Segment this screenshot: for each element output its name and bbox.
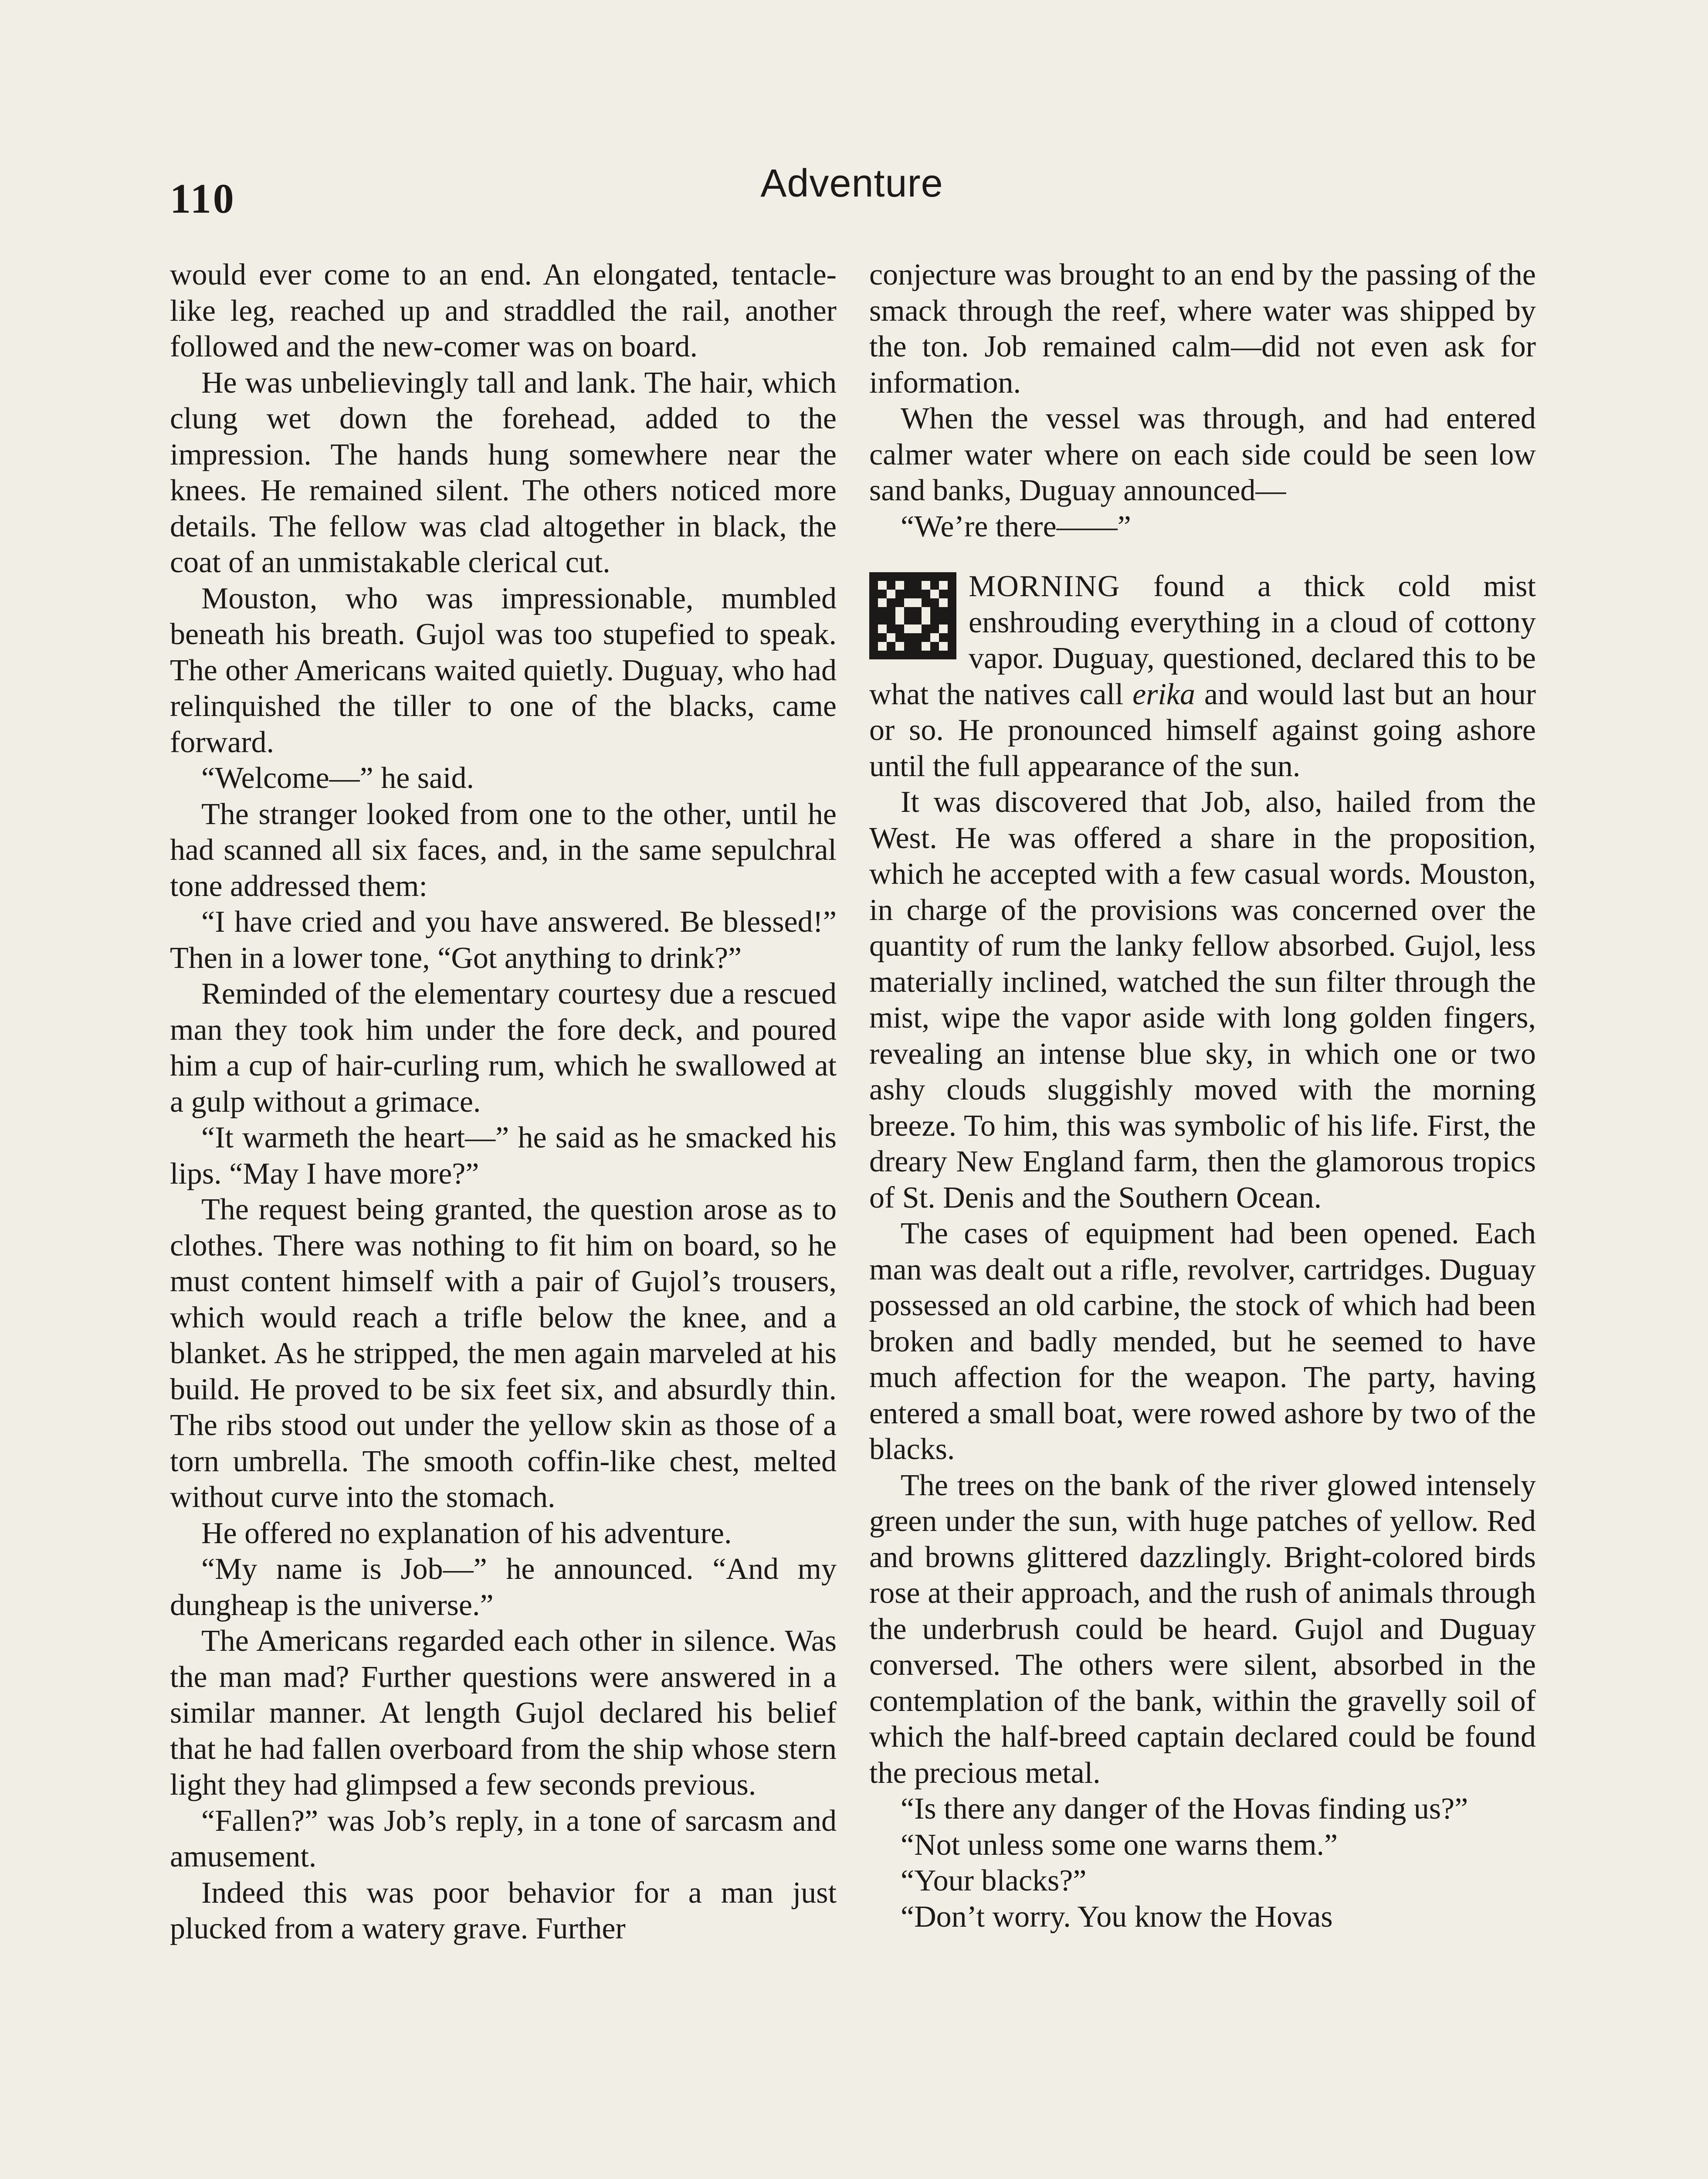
paragraph: conjecture was brought to an end by the passing of the smack through the reef, where water was shipped by the ton. Job remained calm—did not even ask for information. [869, 258, 1536, 400]
paragraph: Reminded of the elementary courtesy due a rescued man they took him under the fore deck, and poured him a cup of hair-curling rum, which he swallowed at a gulp without a grimace. [170, 977, 837, 1119]
paragraph: “Fallen?” was Job’s reply, in a tone of sarcasm and amusement. [170, 1804, 837, 1874]
paragraph: “Welcome—” he said. [201, 761, 474, 795]
paragraph: “Your blacks?” [901, 1864, 1087, 1897]
paragraph: He offered no explanation of his adventure. [201, 1516, 732, 1550]
paragraph: The cases of equipment had been opened. Each man was dealt out a rifle, revolver, cartridges. Duguay possessed an old carbine, the stock of which had been broken and badly mended, but he seemed to have much affection for the weapon. The party, having entered a small boat, were rowed ashore by two of the blacks. [869, 1217, 1536, 1466]
paragraph: “Is there any danger of the Hovas finding us?” [901, 1792, 1468, 1826]
ornament-icon [869, 572, 956, 659]
text-run: and would last but an hour or so. He pronounced himself against going ashore until the full appearance of the sun. [869, 677, 1536, 783]
paragraph: Mouston, who was impressionable, mumbled beneath his breath. Gujol was too stupefied to speak. The other Americans waited quietly. Duguay, who had relinquished the tiller to one of the blacks, came forward. [170, 581, 837, 759]
paragraph: It was discovered that Job, also, hailed from the West. He was offered a share in the proposition, which he accepted with a few casual words. Mouston, in charge of the provisions was concerned over the quantity of rum the lanky fellow absorbed. Gujol, less materially inclined, watched the sun filter through the mist, wipe the vapor aside with long golden fingers, revealing an intense blue sky, in which one or two ashy clouds sluggishly moved with the morning breeze. To him, this was symbolic of his life. First, the dreary New England farm, then the glamorous tropics of St. Denis and the Southern Ocean. [869, 785, 1536, 1215]
paragraph: “I have cried and you have answered. Be blessed!” Then in a lower tone, “Got anything to drink?” [170, 905, 837, 975]
paragraph: When the vessel was through, and had entered calmer water where on each side could be seen low sand banks, Duguay announced— [869, 402, 1536, 507]
paragraph: “My name is Job—” he announced. “And my dungheap is the universe.” [170, 1552, 837, 1622]
paragraph: The request being granted, the question arose as to clothes. There was nothing to fit him on board, so he must content himself with a pair of Gujol’s trousers, which would reach a trifle below the knee, and a blanket. As he stripped, the men again marveled at his build. He proved to be six feet six, and absurdly thin. The ribs stood out under the yellow skin as those of a torn umbrella. The smooth coffin-like chest, melted without curve into the stomach. [170, 1193, 837, 1514]
paragraph: He was unbelievingly tall and lank. The hair, which clung wet down the forehead, added to the impression. The hands hung somewhere near the knees. He remained silent. The others noticed more details. The fellow was clad altogether in black, the coat of an unmistakable clerical cut. [170, 366, 837, 579]
left-column [170, 257, 837, 2179]
paragraph: The Americans regarded each other in silence. Was the man mad? Further questions were answered in a similar manner. At length Gujol declared his belief that he had fallen overboard from the ship whose stern light they had glimpsed a few seconds previous. [170, 1624, 837, 1802]
paragraph: “We’re there——” [901, 509, 1131, 543]
paragraph: would ever come to an end. An elongated, tentacle-like leg, reached up and straddled the rail, another followed and the new-comer was on board. [170, 258, 837, 363]
section-first-paragraph [869, 569, 1536, 784]
lead-word: MORNING [969, 570, 1121, 603]
paragraph: The trees on the bank of the river glowed intensely green under the sun, with huge patches of yellow. Red and browns glittered dazzlingly. Bright-colored birds rose at their approach, and the rush of animals through the underbrush could be heard. Gujol and Duguay conversed. The others were silent, absorbed in the contemplation of the bank, within the gravelly soil of which the half-breed captain declared could be found the precious metal. [869, 1468, 1536, 1790]
paragraph: “Not unless some one warns them.” [901, 1828, 1338, 1862]
paragraph: Indeed this was poor behavior for a man just plucked from a watery grave. Further [170, 1876, 837, 1945]
text-run: found a thick cold mist enshrouding everything in a cloud of cottony vapor. Duguay, questioned, declared this to be what the natives call [869, 570, 1536, 711]
right-column [869, 257, 1536, 2179]
paragraph: “Don’t worry. You know the Hovas [901, 1900, 1333, 1934]
running-title: Adventure [760, 162, 943, 205]
paragraph: “It warmeth the heart—” he said as he smacked his lips. “May I have more?” [170, 1121, 837, 1191]
section-opening [869, 569, 1536, 784]
page-header [170, 161, 1534, 231]
page-number: 110 [170, 175, 236, 222]
paragraph: The stranger looked from one to the other, until he had scanned all six faces, and, in the same sepulchral tone addressed them: [170, 797, 837, 903]
italic-term: erika [1132, 677, 1195, 711]
